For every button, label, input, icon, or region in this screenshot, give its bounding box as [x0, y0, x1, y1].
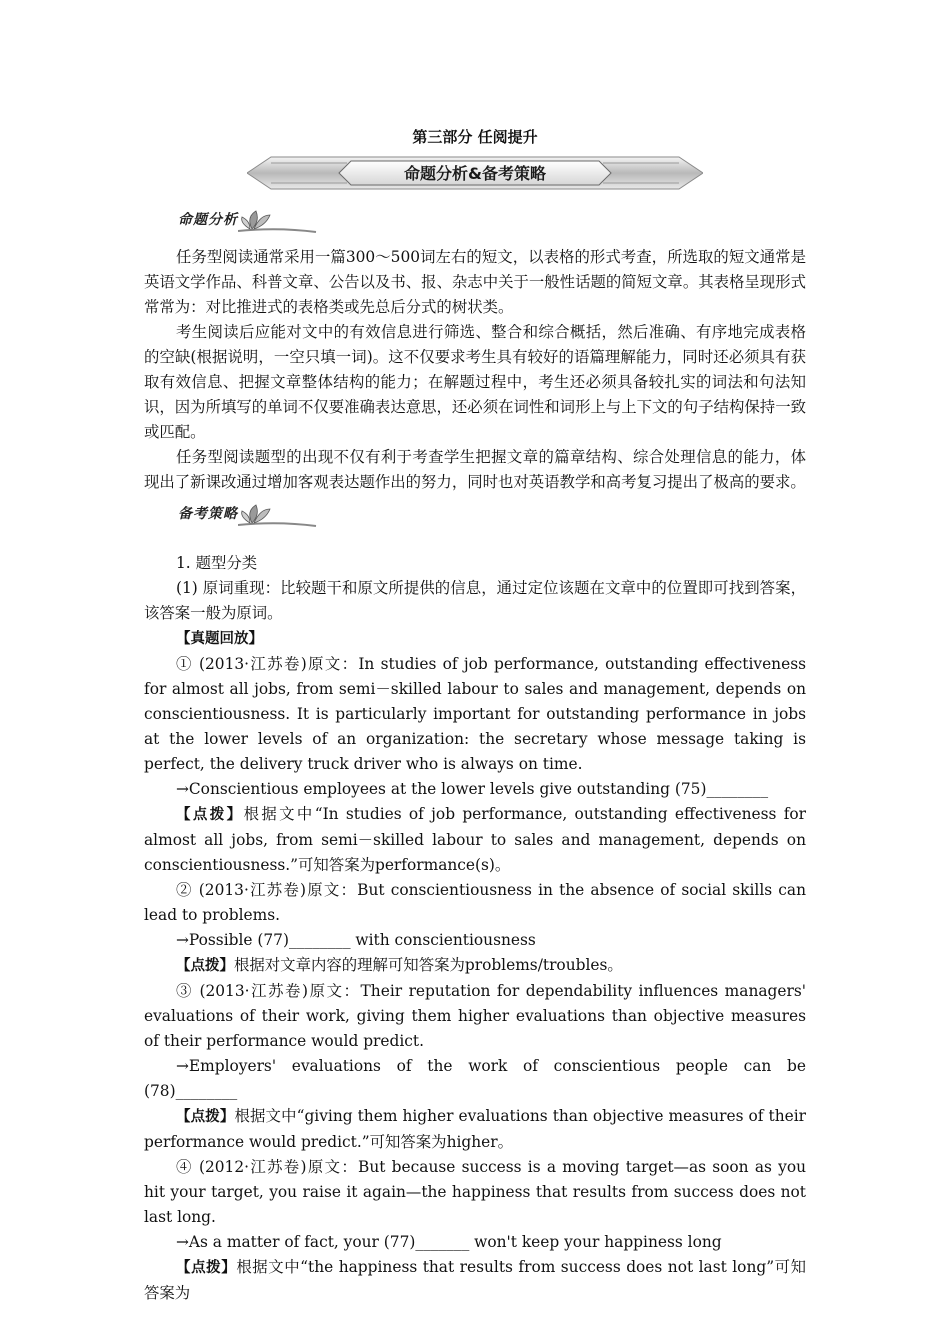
analysis-paragraph-3: 任务型阅读题型的出现不仅有利于考查学生把握文章的篇章结构、综合处理信息的能力，体现出了新课改通过增加客观表达题作出的努力，同时也对英语教学和高考复习提出了极高的要求。: [144, 448, 806, 491]
review-label: 【真题回放】: [176, 631, 263, 647]
item-1-title: 1. 题型分类: [176, 554, 258, 572]
example-3-hint: [144, 1104, 806, 1155]
example-2-text: ② (2013·江苏卷)原文：But conscientiousness in the absence of social skills can lead to problems.: [144, 881, 806, 924]
part-title: 第三部分 任阅提升: [412, 128, 538, 146]
example-3-task: →Employers' evaluations of the work of conscientious people can be (78)________: [144, 1057, 806, 1100]
document-content: [144, 126, 806, 1306]
banner-text: 命题分析&备考策略: [404, 164, 546, 183]
analysis-paragraph-1: 任务型阅读通常采用一篇300～500词左右的短文，以表格的形式考查，所选取的短文通常是英语文学作品、科普文章、公告以及书、报、杂志中关于一般性话题的简短文章。其表格呈现形式常常为：对比推进式的表格类或先总后分式的树状类。: [144, 248, 806, 316]
leaf-icon: [238, 205, 318, 235]
example-2-task: →Possible (77)________ with conscientiousness: [176, 931, 536, 949]
example-4-text: ④ (2012·江苏卷)原文：But because success is a moving target—as soon as you hit your target, you raise it again—the happiness that results from success does not last long.: [144, 1158, 806, 1226]
example-3-text: ③ (2013·江苏卷)原文：Their reputation for dependability influences managers' evaluations of their work, giving them higher evaluations than objective measures of their performance would predict.: [144, 982, 806, 1050]
analysis-paragraph-2: 考生阅读后应能对文中的有效信息进行筛选、整合和综合概括，然后准确、有序地完成表格的空缺(根据说明，一空只填一词)。这不仅要求考生具有较好的语篇理解能力，同时还必须具有获取有效信息、把握文章整体结构的能力；在解题过程中，考生还必须具备较扎实的词法和句法知识，因为所填写的单词不仅要准确表达意思，还必须在词性和词形上与上下文的句子结构保持一致或匹配。: [144, 323, 806, 441]
example-2-hint: [144, 953, 806, 979]
example-4-task: →As a matter of fact, your (77)_______ won't keep your happiness long: [176, 1233, 722, 1251]
hint-label: 【点拨】: [176, 807, 244, 823]
title-banner: [247, 153, 703, 193]
example-1-task: →Conscientious employees at the lower levels give outstanding (75)________: [176, 780, 769, 798]
hint-text: 根据对文章内容的理解可知答案为problems/troubles。: [234, 956, 623, 974]
hint-label: 【点拨】: [176, 1260, 237, 1276]
example-1-text: ① (2013·江苏卷)原文：In studies of job performance, outstanding effectiveness for almost all jobs, from semi－skilled labour to sales and management, depends on conscientiousness. It is particularly important for outstanding performance in jobs at the lower levels of an organization: the secretary whose message taking is perfect, the delivery truck driver who is always on time.: [144, 655, 806, 773]
hint-text: 根据文中“giving them higher evaluations than objective measures of their performance would predict.”可知答案为higher。: [144, 1107, 806, 1151]
section-heading-strategy: [176, 495, 806, 529]
section-heading-label: 命题分析: [178, 212, 238, 228]
hint-text: 根据文中“the happiness that results from success does not last long”可知答案为: [144, 1258, 807, 1302]
hint-label: 【点拨】: [176, 1109, 235, 1125]
section-heading-analysis: [176, 201, 806, 235]
hint-text: 根据文中“In studies of job performance, outstanding effectiveness for almost all jobs, from semi－skilled labour to sales and management, depends on conscientiousness.”可知答案为performance(s)。: [144, 805, 807, 874]
section-heading-label: 备考策略: [178, 506, 238, 522]
example-4-hint: [144, 1255, 806, 1306]
hint-label: 【点拨】: [176, 958, 234, 974]
example-1-hint: [144, 802, 806, 878]
item-1-description: (1) 原词重现：比较题干和原文所提供的信息，通过定位该题在文章中的位置即可找到答案，该答案一般为原词。: [144, 579, 806, 622]
leaf-icon: [238, 499, 318, 529]
